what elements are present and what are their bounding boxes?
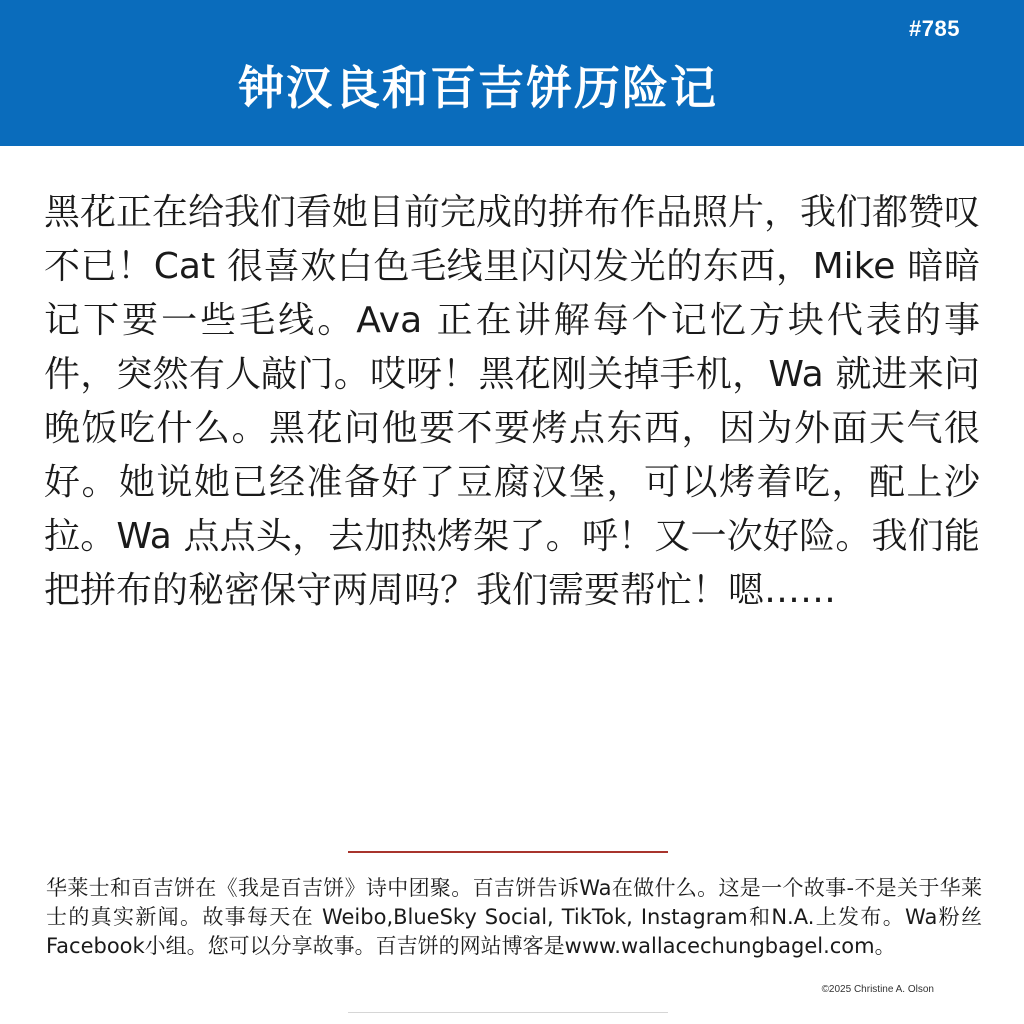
page-title: 钟汉良和百吉饼历险记 xyxy=(238,61,718,115)
story-text: 黑花正在给我们看她目前完成的拼布作品照片，我们都赞叹不已！Cat 很喜欢白色毛线里闪闪发光的东西，Mike 暗暗记下要一些毛线。Ava 正在讲解每个记忆方块代表的事件，突然有人敲门。哎呀！黑花刚关掉手机，Wa 就进来问晚饭吃什么。黑花问他要不要烤点东西，因为外面天气很好。她说她已经准备好了豆腐汉堡，可以烤着吃，配上沙拉。Wa 点点头，去加热烤架了。呼！又一次好险。我们能把拼布的秘密保守两周吗？我们需要帮忙！嗯…… xyxy=(44,192,981,611)
bottom-divider xyxy=(348,1012,668,1013)
episode-number: #785 xyxy=(909,16,960,41)
footer-note: 华莱士和百吉饼在《我是百吉饼》诗中团聚。百吉饼告诉Wa在做什么。这是一个故事-不是关于华莱士的真实新闻。故事每天在 Weibo,BlueSky Social, TikTok, Instagram和N.A.上发布。Wa粉丝Facebook小组。您可以分享故事。百吉饼的网站博客是www.wallacechungbagel.com。 xyxy=(46,876,982,958)
section-divider xyxy=(348,851,668,853)
header-banner xyxy=(0,0,1024,146)
copyright-notice: ©2025 Christine A. Olson xyxy=(821,984,934,995)
